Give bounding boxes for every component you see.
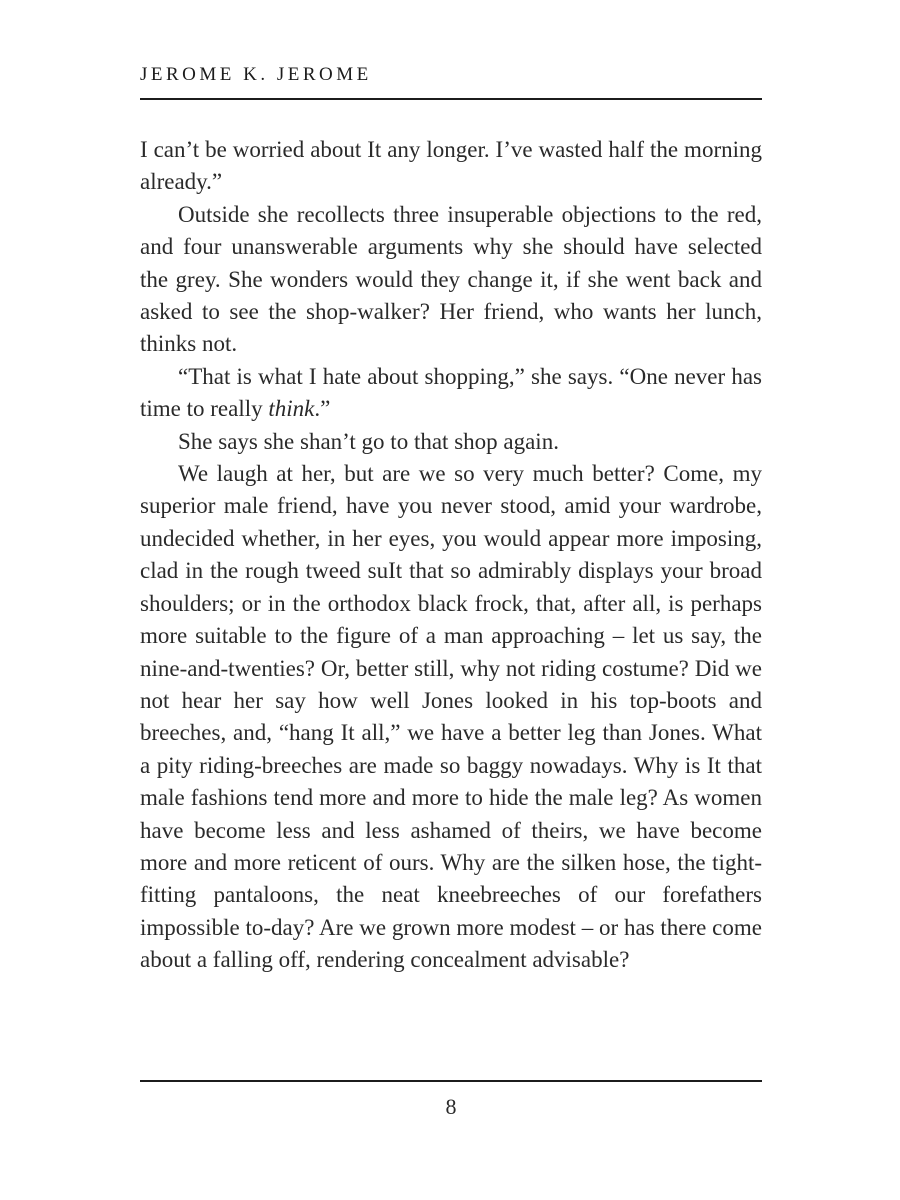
paragraph [140, 134, 762, 199]
running-header [140, 64, 762, 100]
footer-rule [140, 1080, 762, 1082]
paragraph-text: I can’t be worried about It any longer. I’ve wasted half the morning already.” [140, 137, 762, 195]
paragraph [140, 458, 762, 977]
body-text [140, 134, 762, 977]
paragraph [140, 361, 762, 426]
running-header-title: JEROME K. JEROME [140, 64, 372, 85]
paragraph-text-italic: think [268, 396, 315, 422]
paragraph-text: .” [314, 396, 331, 422]
paragraph-text: She says she shan’t go to that shop again. [178, 428, 559, 454]
paragraph [140, 426, 762, 458]
paragraph-text: Outside she recollects three insuperable objections to the red, and four unanswerable arguments why she should have selected the grey. She wonders would they change it, if she went back and asked to see the shop-walker? Her friend, who wants her lunch, thinks not. [140, 201, 762, 357]
paragraph-text: “That is what I hate about shopping,” she says. “One never has time to really [140, 363, 762, 422]
page-number: 8 [445, 1094, 457, 1119]
paragraph-text: We laugh at her, but are we so very much better? Come, my superior male friend, have you never stood, amid your wardrobe, undecided whether, in her eyes, you would appear more imposing, clad in the rough tweed suIt that so admirably displays your broad shoulders; or in the orthodox black frock, that, after all, is perhaps more suitable to the figure of a man approaching – let us say, the nine-and-twenties? Or, better still, why not riding costume? Did we not hear her say how well Jones looked in his top-boots and breeches, and, “hang It all,” we have a better leg than Jones. What a pity riding-breeches are made so baggy nowadays. Why is It that male fashions tend more and more to hide the male leg? As women have become less and less ashamed of theirs, we have become more and more reticent of ours. Why are the silken hose, the tight-fitting pantaloons, the neat kneebreeches of our forefathers impossible to-day? Are we grown more modest – or has there come about a falling off, rendering concealment advisable? [140, 461, 762, 973]
paragraph [140, 199, 762, 361]
